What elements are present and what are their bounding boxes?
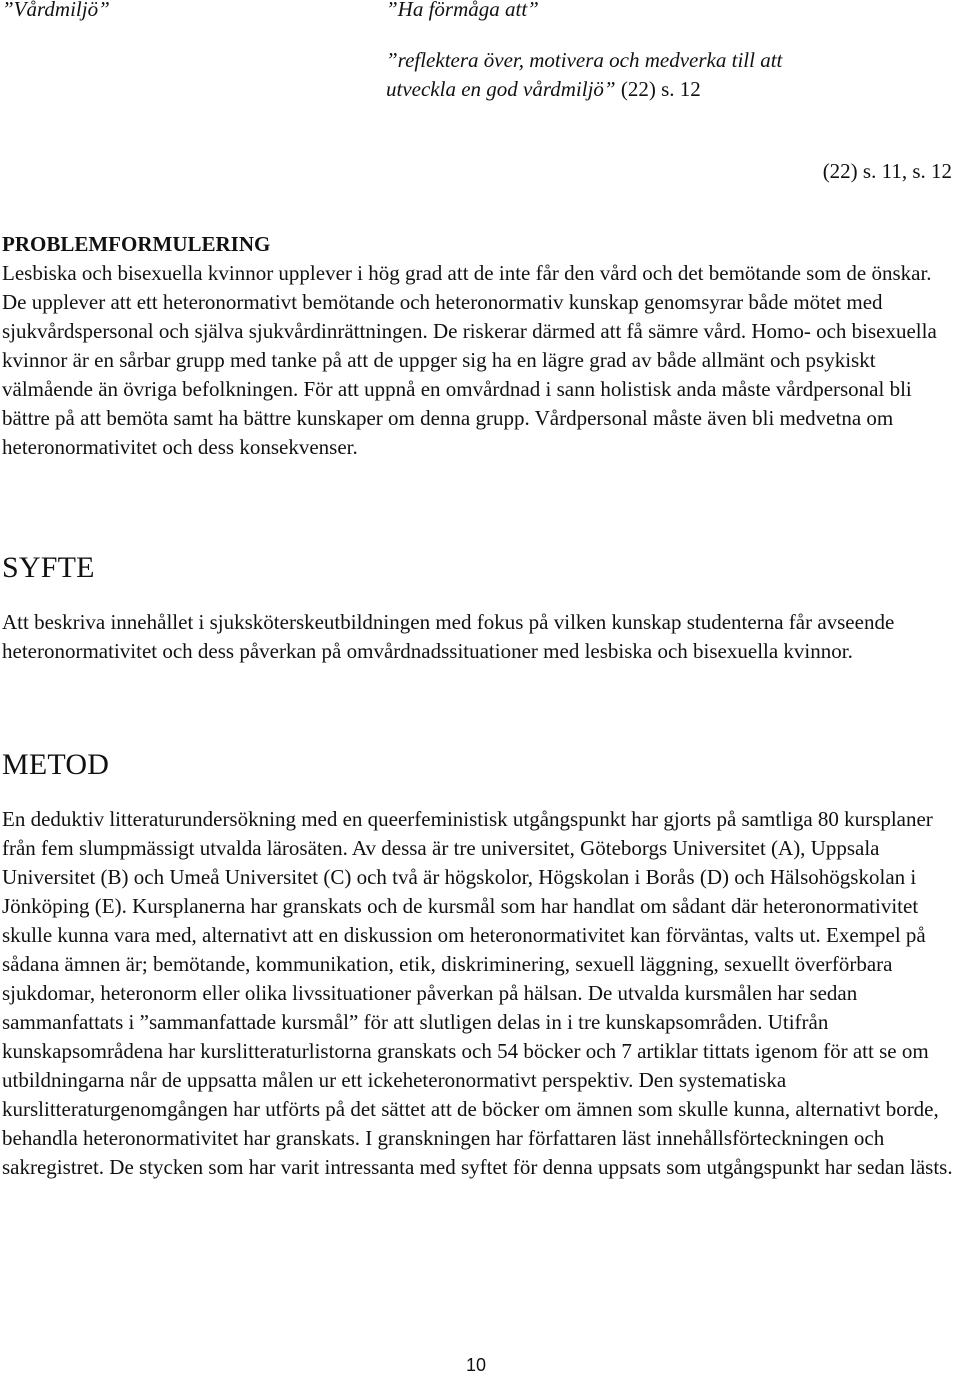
syfte-title: SYFTE [2,551,95,584]
top-right-quote-suffix: (22) s. 12 [615,77,701,101]
top-right-quote-block [386,46,806,104]
page-number: 10 [466,1355,487,1375]
problem-title: PROBLEMFORMULERING [2,232,271,256]
syfte-section [2,550,958,666]
syfte-text: Att beskriva innehållet i sjuksköterskeutbildningen med fokus på vilken kunskap studenterna får avseende heteronormativitet och dess påverkan på omvårdnadssituationer med lesbiska och bisexuella kvinnor. [2,610,895,663]
top-right-quote: ”Ha förmåga att” [386,0,539,21]
top-right-reference: (22) s. 11, s. 12 [822,159,952,183]
metod-section [2,747,958,1182]
problem-section [2,230,958,462]
top-right-quote-italic-text: ”reflektera över, motivera och medverka till att utveckla en god vårdmiljö” [386,48,783,101]
problem-text: Lesbiska och bisexuella kvinnor upplever i hög grad att de inte får den vård och det bemötande som de önskar. De upplever att ett heteronormativt bemötande och heteronormativ kunskap genomsyrar både mötet med sjukvårdspersonal och själva sjukvårdinrättningen. De riskerar därmed att få sämre vård. Homo- och bisexuella kvinnor är en sårbar grupp med tanke på att de uppger sig ha en lägre grad av både allmänt och psykiskt välmående än övriga befolkningen. För att uppnå en omvårdnad i sann holistisk anda måste vårdpersonal bli bättre på att bemöta samt ha bättre kunskaper om denna grupp. Vårdpersonal måste även bli medvetna om heteronormativitet och dess konsekvenser. [2,261,937,459]
metod-text: En deduktiv litteraturundersökning med en queerfeministisk utgångspunkt har gjorts på samtliga 80 kursplaner från fem slumpmässigt utvalda lärosäten. Av dessa är tre universitet, Göteborgs Universitet (A), Uppsala Universitet (B) och Umeå Universitet (C) och två är högskolor, Högskolan i Borås (D) och Hälsohögskolan i Jönköping (E). Kursplanerna har granskats och de kursmål som har handlat om sådant där heteronormativitet skulle kunna vara med, alternativt att en diskussion om heteronormativitet kan förväntas, valts ut. Exempel på sådana ämnen är; bemötande, kommunikation, etik, diskriminering, sexuell läggning, sexuellt överförbara sjukdomar, heteronorm eller olika livssituationer påverkan på hälsan. De utvalda kursmålen har sedan sammanfattats i ”sammanfattade kursmål” för att slutligen delas in i tre kunskapsområden. Utifrån kunskapsområdena har kurslitteraturlistorna granskats och 54 böcker och 7 artiklar tittats igenom för att se om utbildningarna når de uppsatta målen ur ett ickeheteronormativt perspektiv. Den systematiska kurslitteraturgenomgången har utförts på det sättet att de böcker om ämnen som skulle kunna, alternativt borde, behandla heteronormativitet har granskats. I granskningen har författaren läst innehållsförteckningen och sakregistret. De stycken som har varit intressanta med syftet för denna uppsats som utgångspunkt har sedan lästs. [2,807,953,1179]
metod-title: METOD [2,748,110,781]
top-left-quote: ”Vårdmiljö” [2,0,110,21]
